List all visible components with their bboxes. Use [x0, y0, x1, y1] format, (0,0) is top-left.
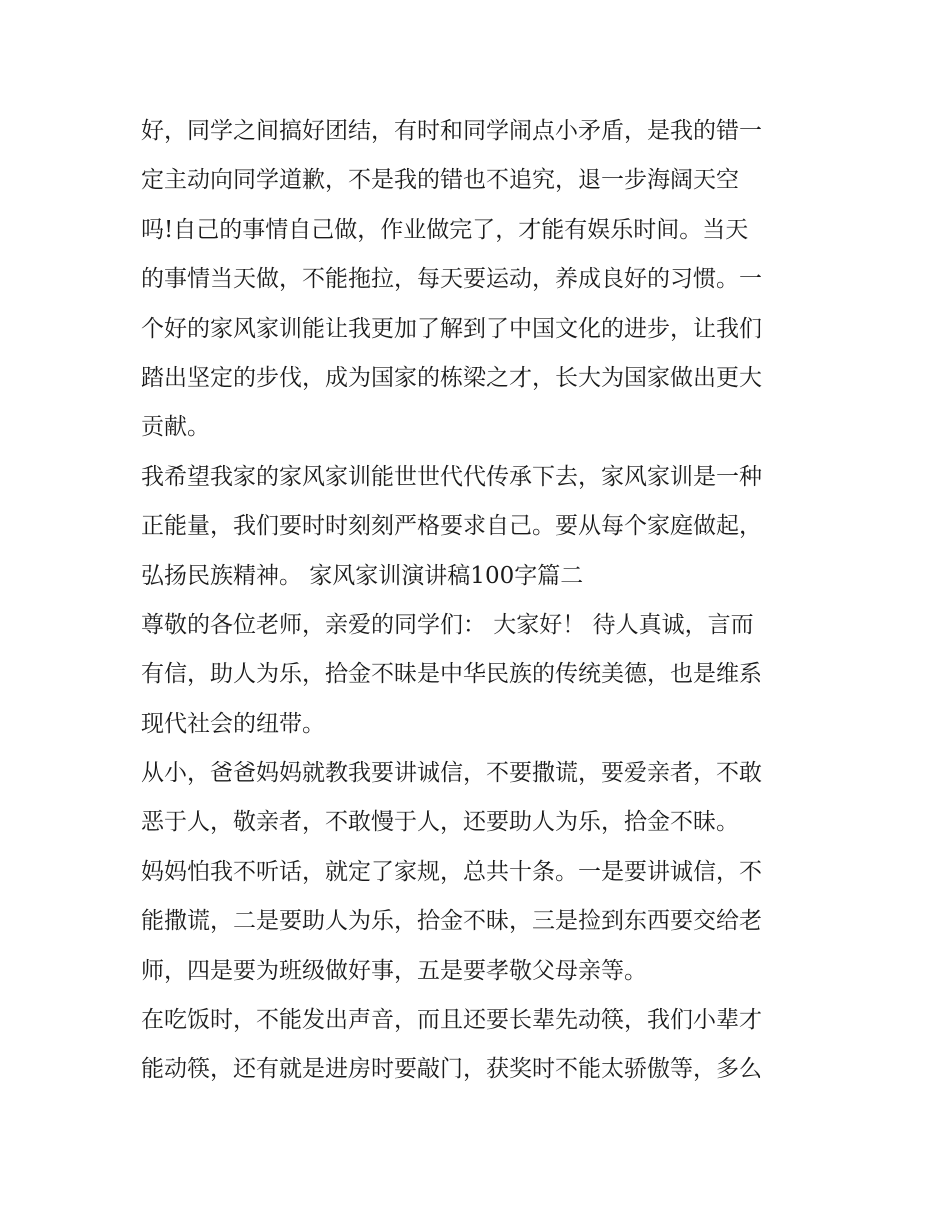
- text-line: 的事情当天做，不能拖拉，每天要运动，养成良好的习惯。一: [141, 266, 762, 293]
- text-line: 定主动向同学道歉，不是我的错也不追究，退一步海阔天空: [141, 167, 739, 194]
- body-text: [141, 107, 821, 1095]
- text-line: 贡献。: [141, 414, 210, 441]
- text-line: 弘扬民族精神。 家风家训演讲稿100字篇二: [141, 562, 584, 589]
- text-line: 在吃饭时，不能发出声音，而且还要长辈先动筷，我们小辈才: [141, 1007, 762, 1034]
- text-line: 恶于人，敬亲者，不敢慢于人，还要助人为乐，拾金不昧。: [141, 809, 739, 836]
- text-line: 我希望我家的家风家训能世世代代传承下去，家风家训是一种: [141, 463, 762, 490]
- text-line: 有信，助人为乐，拾金不昧是中华民族的传统美德，也是维系: [141, 661, 762, 688]
- text-line: 师，四是要为班级做好事，五是要孝敬父母亲等。: [141, 957, 647, 984]
- text-line: 现代社会的纽带。: [141, 710, 325, 737]
- text-line: 好，同学之间搞好团结，有时和同学闹点小矛盾，是我的错一: [141, 118, 762, 144]
- text-line: 从小，爸爸妈妈就教我要讲诚信，不要撒谎，要爱亲者，不敢: [141, 760, 762, 787]
- text-line: 吗!自己的事情自己做，作业做完了，才能有娱乐时间。当天: [141, 216, 749, 243]
- text-line: 踏出坚定的步伐，成为国家的栋梁之才，长大为国家做出更大: [141, 364, 762, 391]
- text-line: 能动筷，还有就是进房时要敲门，获奖时不能太骄傲等，多么: [141, 1056, 762, 1083]
- text-line: 个好的家风家训能让我更加了解到了中国文化的进步，让我们: [141, 315, 762, 342]
- text-line: 能撒谎，二是要助人为乐，拾金不昧，三是捡到东西要交给老: [141, 908, 762, 935]
- text-line: 正能量，我们要时时刻刻严格要求自己。要从每个家庭做起，: [141, 513, 762, 540]
- text-line: 妈妈怕我不听话，就定了家规，总共十条。一是要讲诚信，不: [141, 858, 762, 885]
- text-line: 尊敬的各位老师，亲爱的同学们： 大家好！ 待人真诚，言而: [141, 611, 754, 638]
